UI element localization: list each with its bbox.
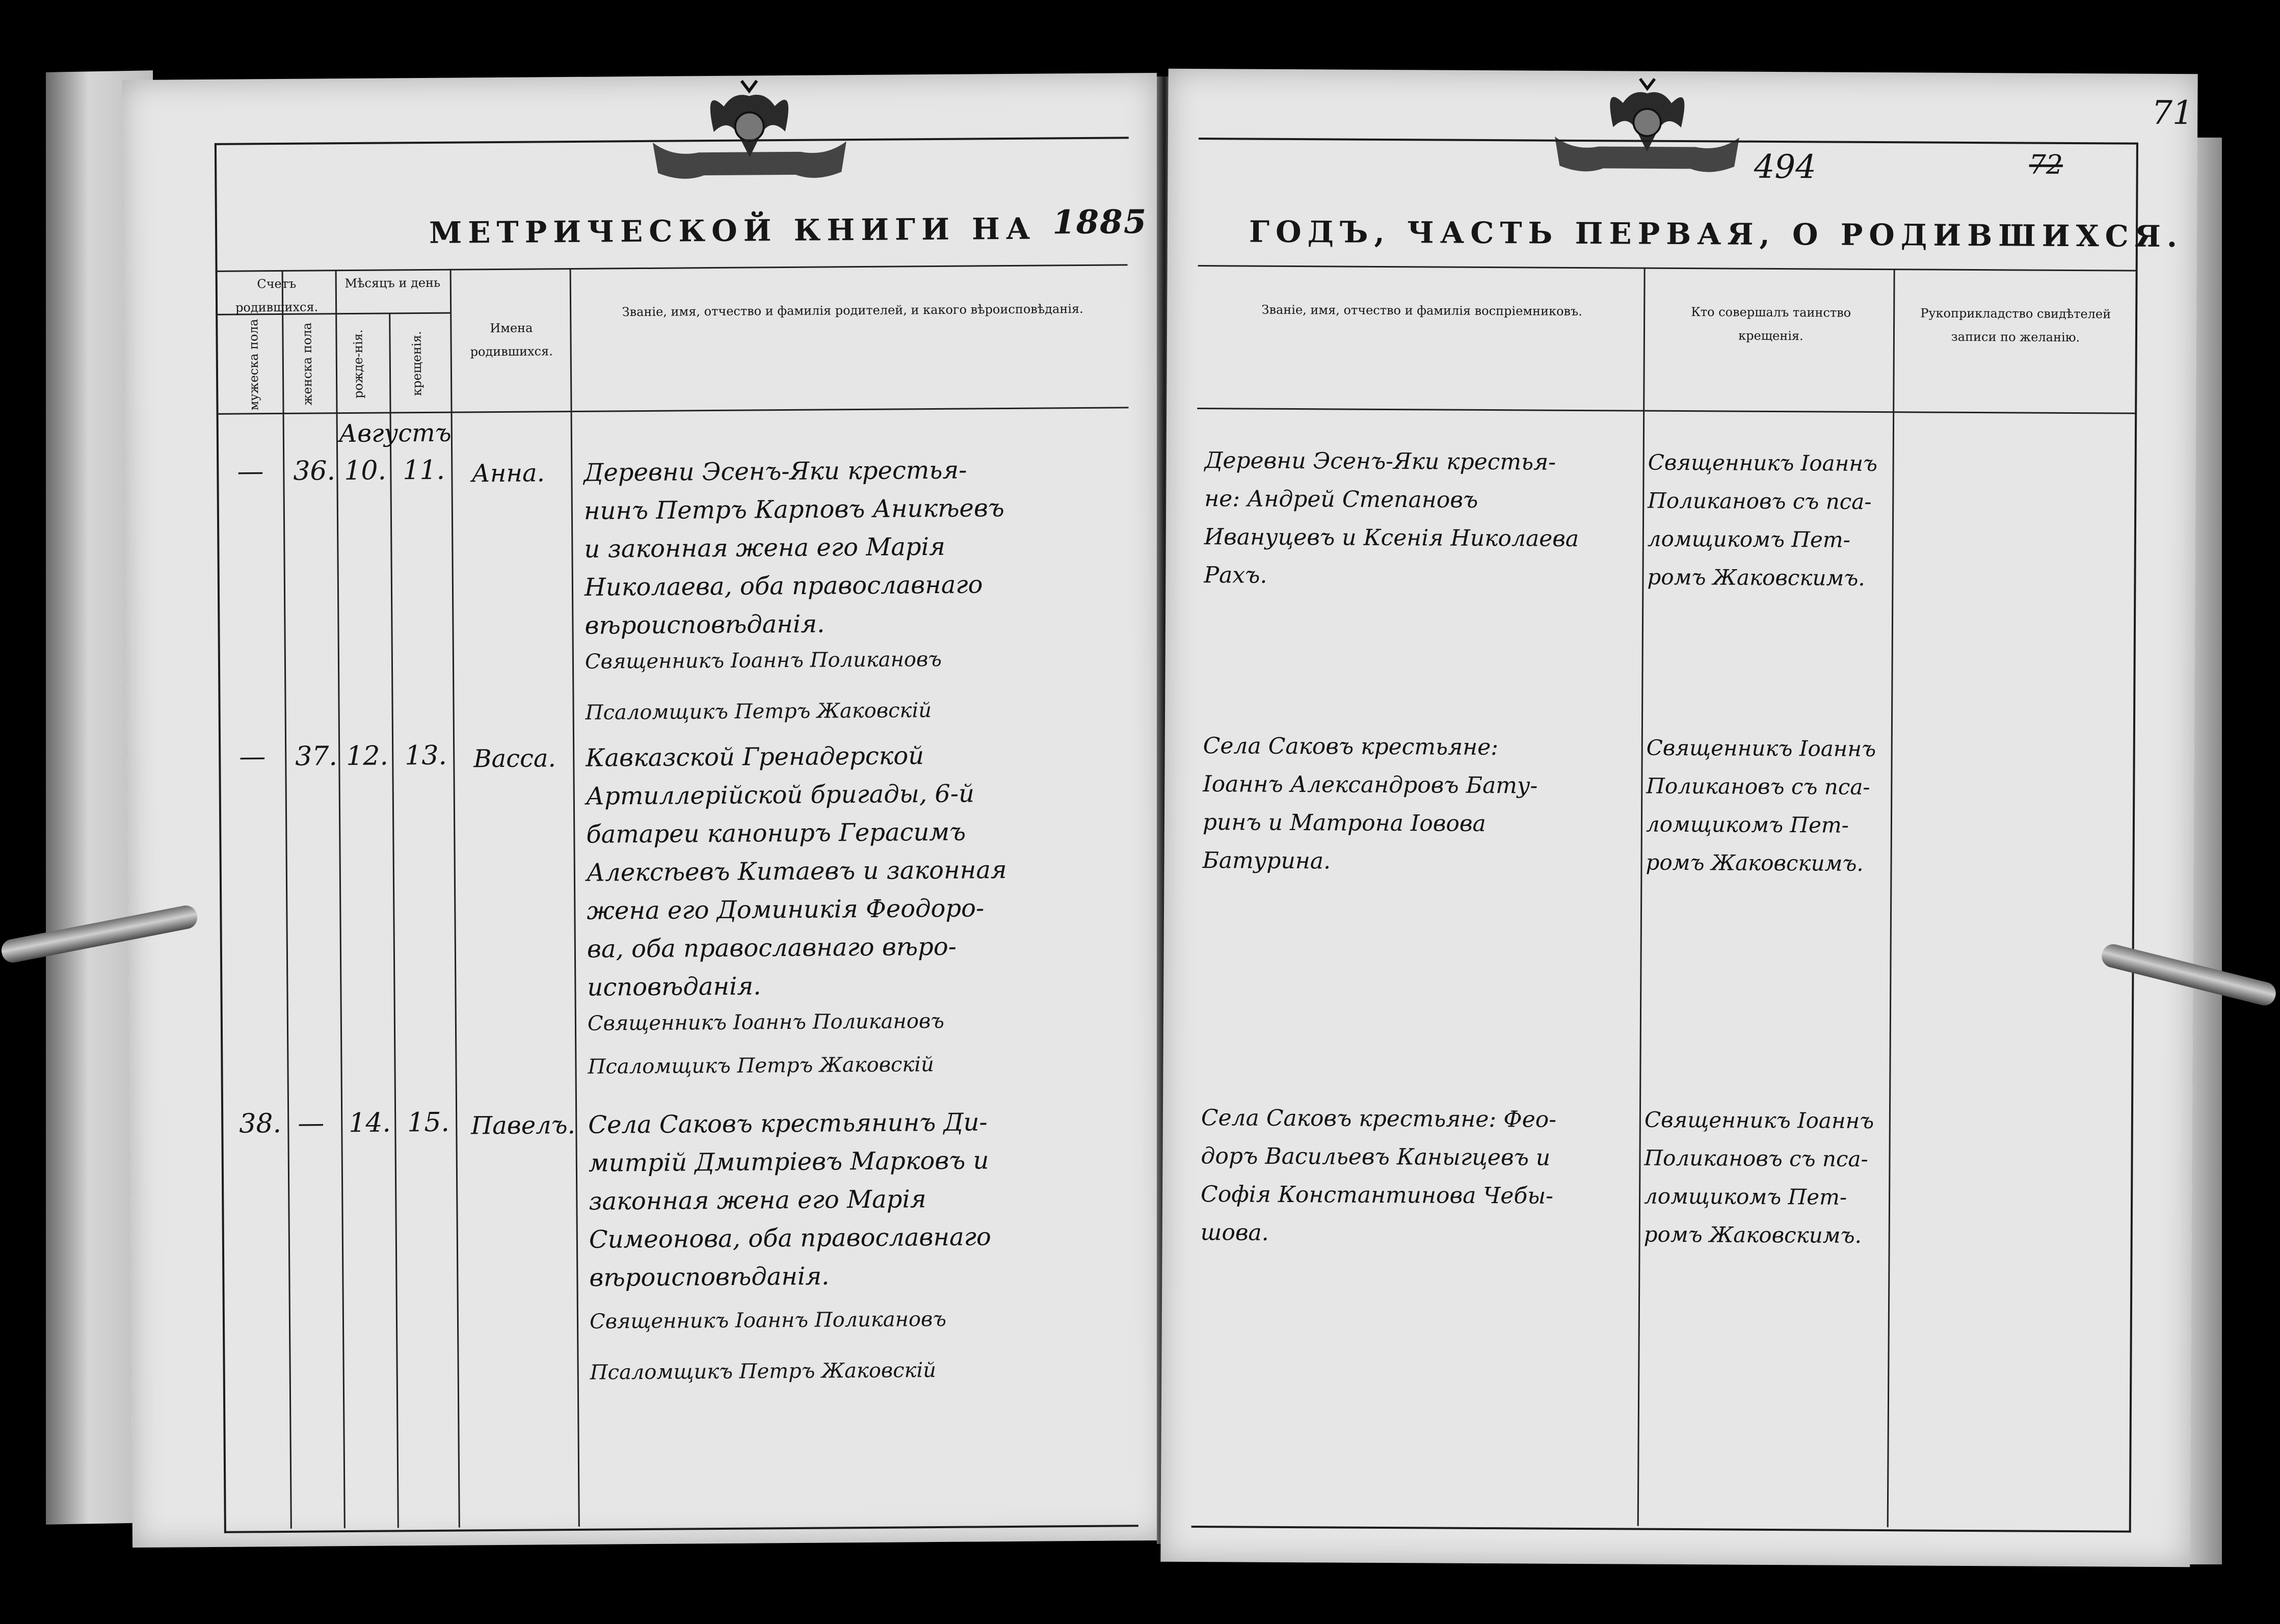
parents-line: законная жена его Марія	[589, 1185, 926, 1216]
right-page	[1160, 69, 2197, 1567]
performed-by-line: Поликановъ съ пса-	[1646, 773, 1870, 800]
performed-by-line: ломщикомъ Пет-	[1646, 811, 1849, 838]
header-performed-by: Кто совершалъ таинство крещенія.	[1691, 305, 1851, 343]
born-day: 10.	[344, 455, 387, 487]
male-number: —	[237, 456, 264, 487]
header-baptized: крещенія.	[409, 331, 425, 396]
priest-signature: Священникъ Іоаннъ Поликановъ	[585, 647, 942, 674]
performed-by-line: ромъ Жаковскимъ.	[1647, 564, 1865, 591]
godparents-line: Батурина.	[1202, 847, 1331, 874]
performed-by-line: ромъ Жаковскимъ.	[1646, 849, 1864, 876]
header-godparents: Званіе, имя, отчество и фамилія воспріемниковъ.	[1261, 302, 1582, 318]
month-label: Августъ	[338, 418, 452, 448]
parents-line: батареи канониръ Герасимъ	[586, 817, 966, 849]
parents-line: нинъ Петръ Карповъ Аникѣевъ	[584, 494, 1004, 525]
header-names: Имена родившихся.	[470, 321, 553, 359]
parents-line: Симеонова, оба православнаго	[589, 1222, 991, 1254]
header-witness-signatures: Рукоприкладство свидѣтелей записи по желанію.	[1920, 306, 2111, 344]
priest-signature: Священникъ Іоаннъ Поликановъ	[589, 1307, 947, 1334]
performed-by-line: ломщикомъ Пет-	[1647, 526, 1850, 552]
left-page-title: МЕТРИЧЕСКОЙ КНИГИ НА 1885	[429, 203, 1148, 250]
male-number: —	[239, 741, 266, 773]
baptized-day: 11.	[403, 455, 445, 486]
performed-by-line: Поликановъ съ пса-	[1644, 1145, 1868, 1172]
performed-by-line: Священникъ Іоаннъ	[1644, 1107, 1874, 1134]
parents-line: Николаева, оба православнаго	[584, 570, 983, 602]
parents-line: Кавказской Гренадерской	[586, 741, 924, 773]
left-page	[122, 73, 1167, 1548]
godparents-line: не: Андрей Степановъ	[1204, 486, 1478, 513]
godparents-line: Села Саковъ крестьяне:	[1203, 733, 1499, 761]
male-number: 38.	[239, 1108, 282, 1139]
header-born: рожде-нія.	[351, 329, 366, 398]
performed-by-line: Поликановъ съ пса-	[1648, 488, 1872, 514]
born-day: 14.	[349, 1107, 391, 1139]
performed-by-line: Священникъ Іоаннъ	[1646, 735, 1876, 762]
female-number: 36.	[293, 456, 336, 487]
godparents-line: доръ Васильевъ Каныгцевъ и	[1201, 1143, 1551, 1171]
godparents-line: ринъ и Матрона Іовова	[1202, 809, 1486, 837]
year-handwritten: 1885	[1052, 203, 1148, 242]
psalmist-signature: Псаломщикъ Петръ Жаковскій	[590, 1359, 937, 1385]
performed-by-line: ломщикомъ Пет-	[1643, 1183, 1847, 1210]
child-name: Васса.	[473, 744, 556, 774]
parents-line: Артиллерійской бригады, 6-й	[586, 779, 975, 811]
godparents-line: Рахъ.	[1204, 562, 1267, 589]
born-day: 12.	[346, 740, 389, 772]
godparents-line: Деревни Эсенъ-Яки крестья-	[1204, 447, 1556, 475]
psalmist-signature: Псаломщикъ Петръ Жаковскій	[585, 699, 932, 725]
godparents-line: Ивануцевъ и Ксенія Николаева	[1204, 524, 1579, 552]
page-number: 71	[2152, 94, 2193, 132]
godparents-line: Софія Константинова Чебы-	[1200, 1181, 1554, 1209]
parents-line: Алексѣевъ Китаевъ и законная	[586, 856, 1007, 887]
parents-line: вѣроисповѣданія.	[589, 1262, 830, 1292]
folio-number: 494	[1754, 148, 1817, 187]
parents-line: митрій Дмитріевъ Марковъ и	[588, 1146, 989, 1178]
psalmist-signature: Псаломщикъ Петръ Жаковскій	[588, 1053, 934, 1079]
parents-line: Села Саковъ крестьянинъ Ди-	[588, 1108, 988, 1139]
female-number: 37.	[295, 741, 338, 772]
child-name: Анна.	[471, 459, 545, 488]
baptized-day: 13.	[405, 740, 447, 771]
header-male: мужеска пола	[246, 318, 261, 411]
parents-line: ва, оба православнаго вѣро-	[587, 932, 957, 964]
performed-by-line: Священникъ Іоаннъ	[1648, 449, 1878, 476]
header-month-day: Мѣсяцъ и день	[344, 275, 441, 291]
godparents-line: Іоаннъ Александровъ Бату-	[1203, 771, 1538, 799]
header-parents: Званіе, имя, отчество и фамилія родителей, и какого вѣроисповѣданія.	[622, 301, 1083, 320]
parents-line: жена его Доминикія Феодоро-	[587, 894, 985, 925]
page-number-crossed: 72	[2029, 149, 2063, 180]
priest-signature: Священникъ Іоаннъ Поликановъ	[587, 1009, 944, 1035]
header-birth-count: Счетъ родившихся.	[235, 276, 319, 315]
godparents-line: Села Саковъ крестьяне: Фео-	[1201, 1105, 1557, 1133]
godparents-line: шова.	[1200, 1219, 1269, 1246]
parents-line: и законная жена его Марія	[584, 532, 945, 564]
baptized-day: 15.	[407, 1107, 450, 1138]
parents-line: исповѣданія.	[587, 972, 761, 1002]
female-number: —	[298, 1108, 325, 1139]
performed-by-line: ромъ Жаковскимъ.	[1643, 1221, 1862, 1248]
header-female: женска пола	[300, 323, 315, 406]
parents-line: Деревни Эсенъ-Яки крестья-	[584, 456, 967, 487]
child-name: Павелъ.	[471, 1110, 576, 1140]
parents-line: вѣроисповѣданія.	[585, 609, 825, 640]
right-page-title: ГОДЪ, ЧАСТЬ ПЕРВАЯ, О РОДИВШИХСЯ.	[1249, 214, 2184, 254]
